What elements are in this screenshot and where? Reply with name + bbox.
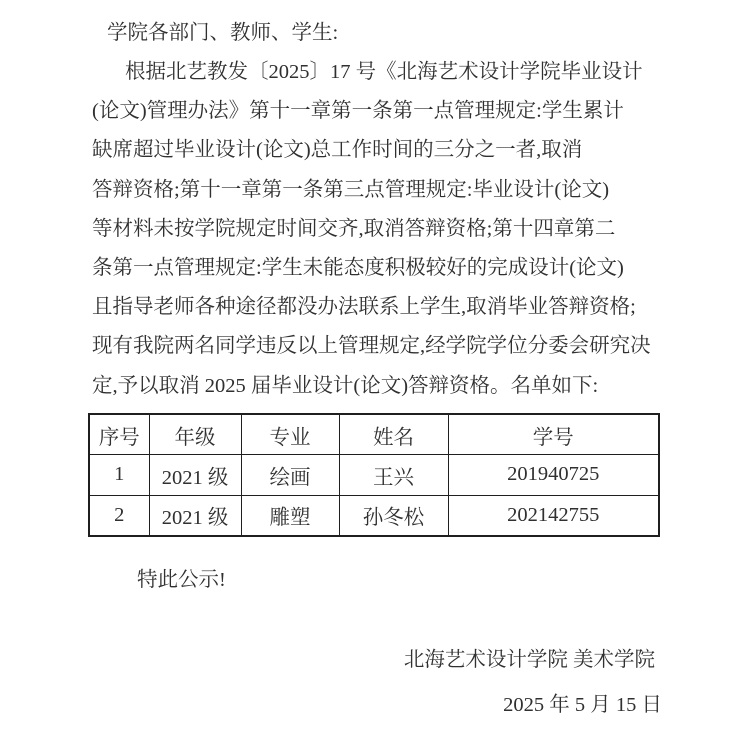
table-cell-grade: 2021 级	[149, 455, 241, 495]
body-line: 条第一点管理规定:学生未能态度积极较好的完成设计(论文)	[92, 256, 624, 279]
closing-statement: 特此公示!	[137, 569, 226, 591]
body-line: 等材料未按学院规定时间交齐,取消答辩资格;第十四章第二	[92, 217, 616, 240]
body-line: 定,予以取消 2025 届毕业设计(论文)答辩资格。名单如下:	[92, 374, 599, 397]
body-line: 根据北艺教发〔2025〕17 号《北海艺术设计学院毕业设计	[125, 61, 643, 83]
date: 2025 年 5 月 15 日	[503, 694, 662, 716]
table-cell-index: 2	[89, 495, 149, 536]
table-cell-student-id: 202142755	[448, 495, 659, 536]
students-table	[88, 413, 660, 537]
table-cell-name: 王兴	[339, 455, 448, 495]
table-row	[89, 455, 659, 495]
table-header-cell-name: 姓名	[339, 414, 448, 455]
table-row	[89, 495, 659, 536]
table-cell-major: 绘画	[241, 455, 339, 495]
salutation: 学院各部门、教师、学生:	[107, 22, 339, 44]
table-header-cell-grade: 年级	[149, 414, 241, 455]
body-line: 且指导老师各种途径都没办法联系上学生,取消毕业答辩资格;	[92, 296, 636, 319]
table-cell-index: 1	[89, 455, 149, 495]
body-line: 现有我院两名同学违反以上管理规定,经学院学位分委会研究决	[92, 335, 651, 358]
table-header-cell-major: 专业	[241, 414, 339, 455]
table-header-cell-index: 序号	[89, 414, 149, 455]
table-header-cell-student-id: 学号	[448, 414, 659, 455]
table-cell-name: 孙冬松	[339, 495, 448, 536]
table-header-row	[89, 414, 659, 455]
table-cell-major: 雕塑	[241, 495, 339, 536]
body-paragraph	[92, 53, 667, 406]
body-line: 缺席超过毕业设计(论文)总工作时间的三分之一者,取消	[92, 139, 583, 162]
body-line: (论文)管理办法》第十一章第一条第一点管理规定:学生累计	[92, 100, 624, 123]
signature: 北海艺术设计学院 美术学院	[403, 649, 655, 671]
table-cell-grade: 2021 级	[149, 495, 241, 536]
body-line: 答辩资格;第十一章第一条第三点管理规定:毕业设计(论文)	[92, 178, 610, 201]
table-cell-student-id: 201940725	[448, 455, 659, 495]
